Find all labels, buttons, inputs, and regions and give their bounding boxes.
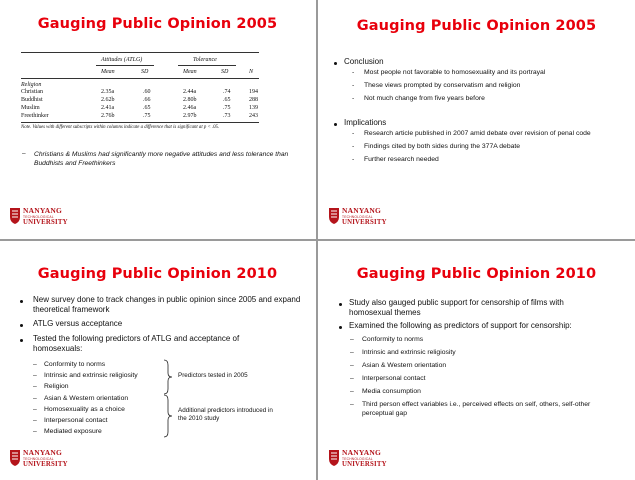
cell: 2.97b — [183, 113, 197, 119]
cell: .75 — [143, 113, 151, 119]
dash-marker: – — [33, 372, 37, 379]
dash-marker: - — [352, 130, 355, 137]
cell: .66 — [143, 97, 151, 103]
ntu-crest-icon — [9, 207, 21, 225]
bullet-dot — [20, 339, 23, 342]
bullet-implications: Implications — [344, 118, 387, 127]
logo-line-3: UNIVERSITY — [23, 461, 68, 468]
cell: 2.80b — [183, 97, 197, 103]
slide-4[interactable] — [319, 242, 634, 480]
slide-title: Gauging Public Opinion 2005 — [37, 16, 278, 32]
sub-item: Most people not favorable to homosexuality and its portrayal — [364, 69, 546, 76]
bullet-item: Tested the following predictors of ATLG and acceptance of homosexuals: — [33, 334, 240, 353]
col-header-sd: SD — [141, 69, 149, 75]
ntu-crest-icon — [328, 449, 340, 467]
dash-marker: - — [352, 156, 355, 163]
cell: .65 — [143, 105, 151, 111]
table-header-rule — [21, 78, 259, 79]
cell: .74 — [223, 89, 231, 95]
slide-title: Gauging Public Opinion 2010 — [37, 266, 278, 282]
cell: 288 — [249, 97, 258, 103]
bullet-conclusion: Conclusion — [344, 57, 384, 66]
table-note: Note. Values with different subscripts within columns indicate a difference that is significant at p < .05. — [21, 125, 220, 130]
bullet-item: ATLG versus acceptance — [33, 319, 123, 328]
predictor-item: Asian & Western orientation — [362, 362, 447, 369]
group2-label: Additional predictors introduced in the 2010 study — [178, 407, 273, 422]
ntu-logo — [328, 448, 388, 470]
predictor-item: Asian & Western orientation — [44, 395, 129, 402]
predictor-item: Intrinsic and extrinsic religiosity — [362, 349, 456, 356]
table-bottom-rule — [21, 122, 259, 123]
dash-marker: – — [33, 417, 37, 424]
horizontal-separator — [0, 239, 635, 241]
brace-icon — [163, 394, 173, 438]
dash-marker: – — [22, 150, 26, 157]
row-label: Freethinker — [21, 113, 49, 119]
ntu-logo — [9, 206, 69, 228]
bullet-dot — [334, 62, 337, 65]
finding-text: Christians & Muslims had significantly more negative attitudes and less tolerance than Buddhists and Freethinkers — [34, 151, 289, 167]
slide-title: Gauging Public Opinion 2010 — [356, 266, 597, 282]
predictor-item: Interpersonal contact — [44, 417, 108, 424]
dash-marker: – — [33, 383, 37, 390]
logo-line-1: NANYANG — [342, 206, 382, 215]
dash-marker: – — [350, 362, 354, 369]
cell: 243 — [249, 113, 258, 119]
dash-marker: – — [350, 375, 354, 382]
ntu-logo — [9, 448, 69, 470]
col-header-n: N — [249, 69, 254, 75]
predictor-item: Mediated exposure — [44, 428, 102, 435]
logo-line-1: NANYANG — [23, 206, 63, 215]
logo-line-1: NANYANG — [23, 448, 63, 457]
bullet-dot — [334, 123, 337, 126]
cell: .60 — [143, 89, 151, 95]
bullet-item: New survey done to track changes in public opinion since 2005 and expand theoretical framework — [33, 295, 301, 314]
sub-item: Research article published in 2007 amid debate over revision of penal code — [364, 130, 591, 137]
logo-line-2: TECHNOLOGICAL — [23, 457, 54, 461]
sub-item: These views prompted by conservatism and religion — [364, 82, 521, 89]
predictor-item: Conformity to norms — [44, 361, 106, 368]
col-header-mean: Mean — [101, 69, 115, 75]
logo-line-2: TECHNOLOGICAL — [342, 215, 373, 219]
logo-line-2: TECHNOLOGICAL — [342, 457, 373, 461]
predictor-item: Intrinsic and extrinsic religiosity — [44, 372, 138, 379]
bullet-dot — [20, 324, 23, 327]
group-header-tolerance: Tolerance — [193, 57, 217, 63]
dash-marker: – — [33, 406, 37, 413]
logo-line-1: NANYANG — [342, 448, 382, 457]
logo-line-3: UNIVERSITY — [23, 219, 68, 226]
row-label: Buddhist — [21, 97, 43, 103]
cell: .75 — [223, 105, 231, 111]
dash-marker: – — [350, 336, 354, 343]
cell: 2.41a — [101, 105, 115, 111]
dash-marker: - — [352, 82, 355, 89]
cell: .73 — [223, 113, 231, 119]
group-underline — [178, 65, 236, 66]
dash-marker: - — [352, 69, 355, 76]
cell: 194 — [249, 89, 258, 95]
slide-title: Gauging Public Opinion 2005 — [356, 18, 597, 34]
group-underline — [96, 65, 154, 66]
predictor-item: Conformity to norms — [362, 336, 424, 343]
col-header-mean: Mean — [183, 69, 197, 75]
bullet-item: Examined the following as predictors of support for censorship: — [349, 321, 572, 330]
dash-marker: - — [352, 143, 355, 150]
cell: 2.76b — [101, 113, 115, 119]
sub-item: Further research needed — [364, 156, 439, 163]
logo-line-3: UNIVERSITY — [342, 461, 387, 468]
row-label: Christian — [21, 89, 43, 95]
logo-line-3: UNIVERSITY — [342, 219, 387, 226]
row-label: Muslim — [21, 105, 40, 111]
section-label: Religion — [21, 82, 42, 88]
predictor-item: Media consumption — [362, 388, 421, 395]
slide-1[interactable] — [0, 0, 315, 238]
predictor-item: Third person effect variables i.e., perceived effects on self, others, self-other perceptual gap — [362, 401, 591, 417]
cell: 2.35a — [101, 89, 115, 95]
dash-marker: – — [350, 388, 354, 395]
slide-3[interactable] — [0, 242, 315, 480]
col-header-sd: SD — [221, 69, 229, 75]
bullet-dot — [339, 303, 342, 306]
slide-2[interactable] — [319, 0, 634, 238]
sub-item: Findings cited by both sides during the 377A debate — [364, 143, 521, 150]
bullet-dot — [339, 326, 342, 329]
predictor-item: Religion — [44, 383, 69, 390]
bullet-dot — [20, 300, 23, 303]
ntu-crest-icon — [328, 207, 340, 225]
dash-marker: – — [33, 428, 37, 435]
dash-marker: – — [33, 361, 37, 368]
ntu-crest-icon — [9, 449, 21, 467]
cell: 2.46a — [183, 105, 197, 111]
dash-marker: – — [33, 395, 37, 402]
ntu-logo — [328, 206, 388, 228]
dash-marker: - — [352, 95, 355, 102]
predictor-item: Homosexuality as a choice — [44, 406, 125, 413]
predictor-item: Interpersonal contact — [362, 375, 426, 382]
logo-line-2: TECHNOLOGICAL — [23, 215, 54, 219]
group1-label: Predictors tested in 2005 — [178, 372, 248, 379]
cell: .65 — [223, 97, 231, 103]
bullet-item: Study also gauged public support for censorship of films with homosexual themes — [349, 298, 564, 317]
cell: 2.44a — [183, 89, 197, 95]
group-header-attitudes: Attitudes (ATLG) — [101, 57, 143, 63]
dash-marker: – — [350, 401, 354, 408]
dash-marker: – — [350, 349, 354, 356]
sub-item: Not much change from five years before — [364, 95, 485, 102]
table-top-rule — [21, 52, 259, 53]
cell: 139 — [249, 105, 258, 111]
cell: 2.62b — [101, 97, 115, 103]
brace-icon — [163, 359, 173, 395]
